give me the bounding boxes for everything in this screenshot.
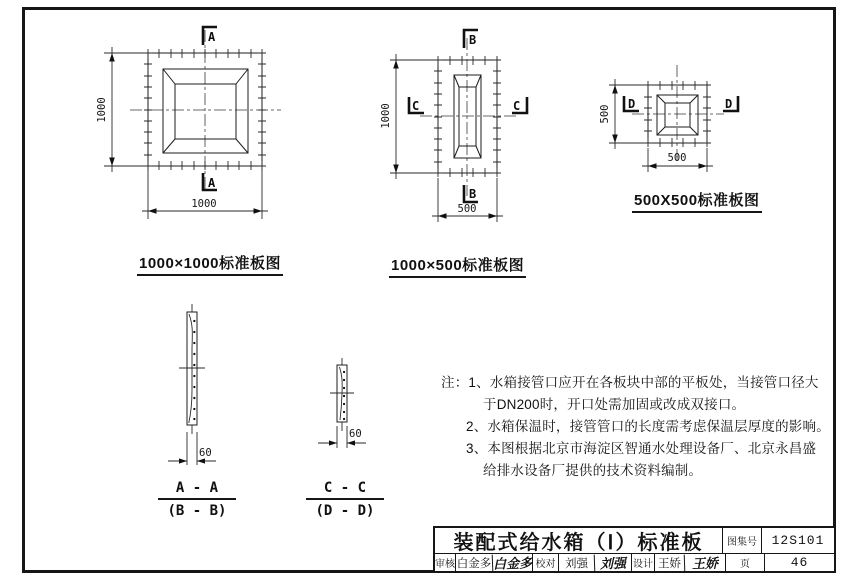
reviewer-signature: 白金多 bbox=[492, 555, 533, 572]
thickness-dim-label: 60 bbox=[349, 428, 362, 440]
section-letter-b-top: B bbox=[469, 33, 477, 47]
section-a-a-drawing bbox=[168, 304, 216, 465]
designer-signature: 王娇 bbox=[684, 553, 726, 571]
dim-label-width: 500 bbox=[667, 152, 687, 164]
section-letter-c-right: C bbox=[513, 99, 521, 113]
page-number: 46 bbox=[764, 554, 834, 571]
dim-label-height: 500 bbox=[599, 104, 611, 124]
reviewer-name: 白金多 bbox=[455, 554, 492, 571]
proofreader-signature: 刘强 bbox=[594, 553, 632, 571]
plate-outline bbox=[438, 60, 497, 173]
proofreader-label: 校对 bbox=[532, 554, 558, 571]
atlas-number-label: 图集号 bbox=[722, 528, 761, 553]
section-title: A - A bbox=[158, 480, 236, 500]
note-line: 给排水设备厂提供的技术资料编制。 bbox=[483, 463, 703, 478]
caption-plan-1000x500: 1000×500标准板图 bbox=[389, 254, 526, 278]
note-line: 3、本图根据北京市海淀区智通水处理设备厂、北京永昌盛 bbox=[466, 441, 817, 456]
dim-label-width: 1000 bbox=[191, 198, 217, 210]
section-title: C - C bbox=[306, 480, 384, 500]
dimension-arrows bbox=[109, 53, 262, 214]
title-block-top-row bbox=[435, 528, 834, 553]
rebar-line bbox=[189, 314, 193, 423]
section-subtitle: (B - B) bbox=[167, 503, 227, 519]
title-block-bottom-row bbox=[435, 553, 834, 571]
edge-ticks bbox=[434, 56, 501, 177]
note-line: 于DN200时，开口处需加固或改成双接口。 bbox=[483, 397, 746, 412]
section-letter-d-right: D bbox=[725, 97, 733, 111]
plan-1000x500-drawing bbox=[380, 30, 527, 222]
page-label: 页 bbox=[725, 554, 764, 571]
designer-name: 王娇 bbox=[654, 554, 684, 571]
section-letter-c-left: C bbox=[412, 99, 420, 113]
rebar-line bbox=[340, 367, 343, 420]
section-letter-d-left: D bbox=[628, 97, 636, 111]
caption-plan-500x500: 500X500标准板图 bbox=[632, 189, 762, 213]
atlas-number-value: 12S101 bbox=[761, 528, 834, 553]
note-line: 注：1、水箱接管口应开在各板块中部的平板处，当接管口径大 bbox=[441, 375, 819, 390]
dim-label-height: 1000 bbox=[380, 103, 392, 129]
plan-1000x1000-drawing bbox=[96, 27, 281, 219]
section-subtitle: (D - D) bbox=[315, 503, 375, 519]
section-letter-top: A bbox=[208, 30, 216, 44]
section-c-c-drawing bbox=[318, 358, 366, 448]
dimension-lines bbox=[390, 54, 503, 222]
proofreader-name: 刘强 bbox=[558, 554, 594, 571]
title-block bbox=[433, 526, 836, 573]
thickness-dim-label: 60 bbox=[199, 447, 212, 459]
dim-label-width: 500 bbox=[457, 203, 477, 215]
plan-500x500-drawing bbox=[599, 65, 738, 172]
note-line: 2、水箱保温时，接管管口的长度需考虑保温层厚度的影响。 bbox=[466, 419, 830, 434]
reviewer-label: 审核 bbox=[435, 559, 455, 570]
dimension-lines bbox=[609, 79, 713, 172]
sheet-title: 装配式给水箱（Ⅰ）标准板 bbox=[453, 532, 704, 553]
dimension-arrows bbox=[329, 440, 355, 445]
centerlines bbox=[130, 30, 281, 192]
dimension-lines bbox=[104, 47, 268, 219]
caption-plan-1000x1000: 1000×1000标准板图 bbox=[137, 252, 283, 276]
centerlines bbox=[632, 65, 724, 162]
dim-label-height: 1000 bbox=[96, 97, 108, 123]
dimension-arrows bbox=[179, 458, 205, 463]
caption-section-a-a bbox=[158, 480, 236, 519]
caption-section-c-c bbox=[306, 480, 384, 519]
designer-label: 设计 bbox=[631, 554, 654, 571]
section-letter-bottom: A bbox=[208, 176, 216, 190]
section-letter-b-bottom: B bbox=[469, 187, 477, 201]
